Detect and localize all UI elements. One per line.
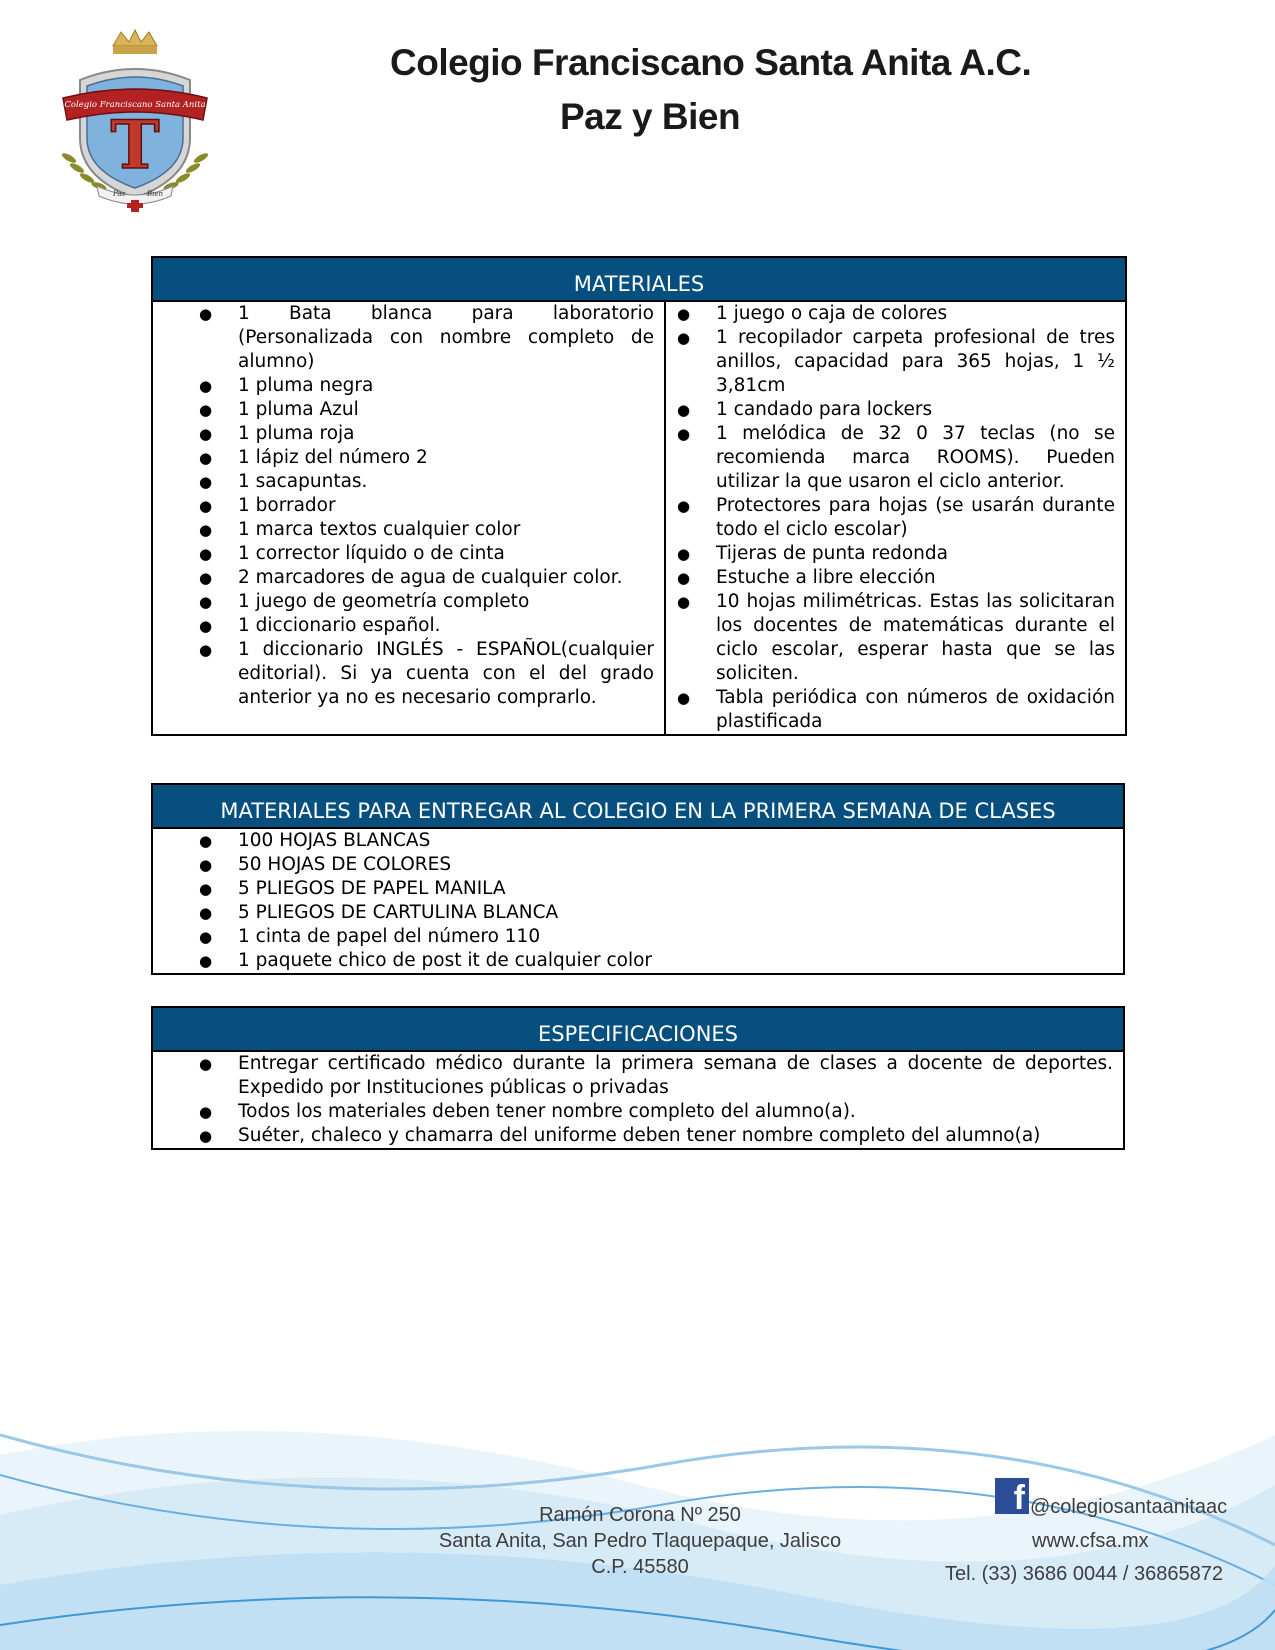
list-item: ● 1 melódica de 32 0 37 teclas (no se recomienda marca ROOMS). Pueden utilizar la que usaron el ciclo anterior.: [631, 422, 1115, 494]
list-item: ● 5 PLIEGOS DE PAPEL MANILA: [153, 877, 1113, 901]
list-item: ● 1 recopilador carpeta profesional de tres anillos, capacidad para 365 hojas, 1 ½ 3,81cm: [631, 326, 1115, 398]
materiales-left-column: [152, 301, 665, 735]
crown-icon: [113, 30, 157, 54]
list-item: ● 1 pluma Azul: [153, 398, 654, 422]
list-item: ● 1 juego o caja de colores: [631, 302, 1115, 326]
materiales-title: MATERIALES: [152, 257, 1126, 301]
list-item: ● 1 borrador: [153, 494, 654, 518]
list-item: ● Tijeras de punta redonda: [631, 542, 1115, 566]
especificaciones-title: ESPECIFICACIONES: [152, 1007, 1124, 1051]
list-item: ● Protectores para hojas (se usarán durante todo el ciclo escolar): [631, 494, 1115, 542]
list-item: ● 1 lápiz del número 2: [153, 446, 654, 470]
school-logo: [55, 28, 215, 213]
svg-text:Paz: Paz: [113, 190, 126, 198]
website-link[interactable]: www.cfsa.mx: [1032, 1530, 1149, 1552]
facebook-icon: f: [995, 1478, 1029, 1514]
list-item: ● 5 PLIEGOS DE CARTULINA BLANCA: [153, 901, 1113, 925]
materiales-table: [151, 256, 1127, 736]
list-item: ● 1 paquete chico de post it de cualquier color: [153, 949, 1113, 973]
svg-text:T: T: [110, 106, 160, 184]
especificaciones-list: [153, 1052, 1113, 1148]
list-item: ● 1 sacapuntas.: [153, 470, 654, 494]
school-name: Colegio Franciscano Santa Anita A.C.: [390, 42, 1032, 83]
facebook-handle[interactable]: @colegiosantaanitaac: [1030, 1496, 1228, 1518]
list-item: ● 1 Bata blanca para laboratorio (Personalizada con nombre completo de alumno): [153, 302, 654, 374]
entregar-table: [151, 783, 1125, 975]
list-item: ● 10 hojas milimétricas. Estas las solicitaran los docentes de matemáticas durante el ciclo escolar, esperar hasta que se las soliciten.: [631, 590, 1115, 686]
especificaciones-table: [151, 1006, 1125, 1150]
list-item: ● 1 pluma negra: [153, 374, 654, 398]
list-item: ● Estuche a libre elección: [631, 566, 1115, 590]
svg-text:Bien: Bien: [147, 190, 164, 198]
address-line-1: Ramón Corona Nº 250: [539, 1504, 741, 1526]
address-line-3: C.P. 45580: [591, 1556, 689, 1578]
list-item: ● 1 corrector líquido o de cinta: [153, 542, 654, 566]
entregar-title: MATERIALES PARA ENTREGAR AL COLEGIO EN LA PRIMERA SEMANA DE CLASES: [152, 784, 1124, 828]
list-item: ● 1 candado para lockers: [631, 398, 1115, 422]
list-item: ● Entregar certificado médico durante la primera semana de clases a docente de deportes. Expedido por Instituciones públicas o privadas: [153, 1052, 1113, 1100]
especificaciones-column: [152, 1051, 1124, 1149]
phone-number: Tel. (33) 3686 0044 / 36865872: [945, 1563, 1223, 1585]
list-item: ● 100 HOJAS BLANCAS: [153, 829, 1113, 853]
list-item: ● Todos los materiales deben tener nombre completo del alumno(a).: [153, 1100, 1113, 1124]
svg-text:Colegio Franciscano Santa Ani: Colegio Franciscano Santa Anita: [64, 100, 206, 110]
list-item: ● 1 marca textos cualquier color: [153, 518, 654, 542]
motto: Paz y Bien: [560, 96, 741, 137]
entregar-column: [152, 828, 1124, 974]
list-item: ● 2 marcadores de agua de cualquier color.: [153, 566, 654, 590]
materiales-right-list: [631, 302, 1115, 734]
materiales-right-column: [665, 301, 1126, 735]
list-item: ● 1 juego de geometría completo: [153, 590, 654, 614]
entregar-list: [153, 829, 1113, 973]
list-item: ● 1 diccionario español.: [153, 614, 654, 638]
list-item: ● 1 diccionario INGLÉS - ESPAÑOL(cualquier editorial). Si ya cuenta con el del grado anterior ya no es necesario comprarlo.: [153, 638, 654, 710]
list-item: ● 1 cinta de papel del número 110: [153, 925, 1113, 949]
list-item: ● 1 pluma roja: [153, 422, 654, 446]
materiales-left-list: [153, 302, 654, 710]
list-item: ● Suéter, chaleco y chamarra del uniforme deben tener nombre completo del alumno(a): [153, 1124, 1113, 1148]
address-line-2: Santa Anita, San Pedro Tlaquepaque, Jalisco: [438, 1530, 842, 1552]
list-item: ● Tabla periódica con números de oxidación plastificada: [631, 686, 1115, 734]
list-item: ● 50 HOJAS DE COLORES: [153, 853, 1113, 877]
